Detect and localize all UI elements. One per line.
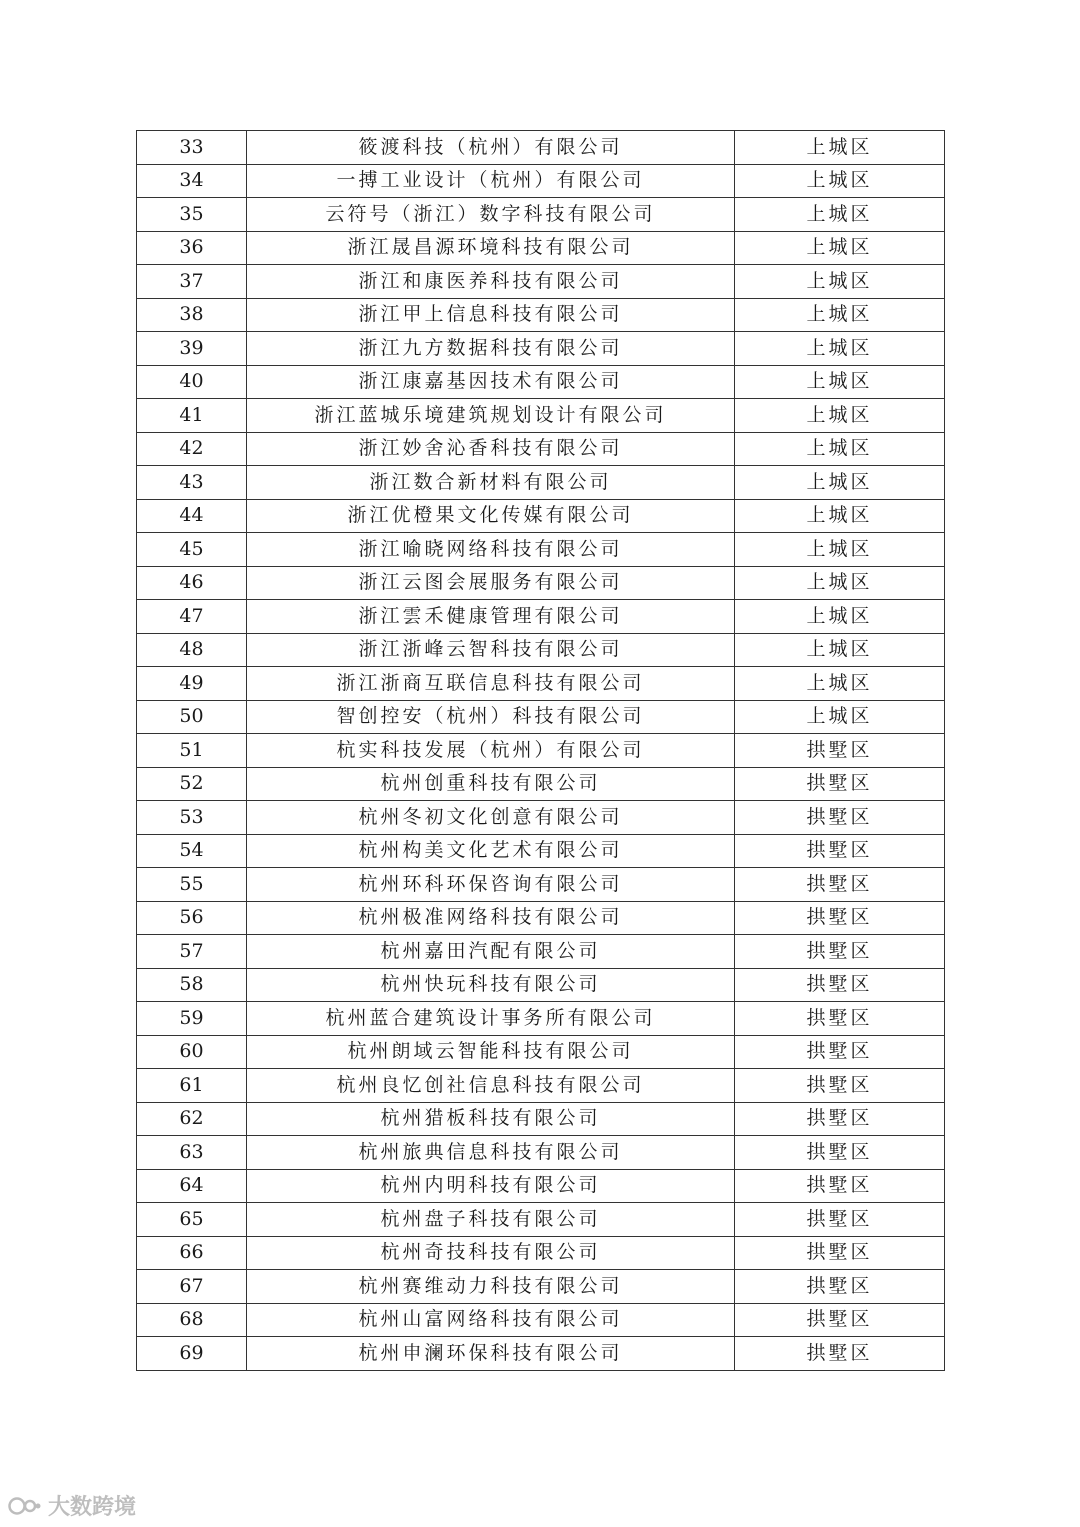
table-row: [137, 868, 945, 902]
table-row: [137, 298, 945, 332]
row-number-cell: 46: [137, 566, 247, 600]
company-name-cell: 杭州极准网络科技有限公司: [247, 901, 735, 935]
district-cell: 上城区: [735, 566, 945, 600]
district-cell: 上城区: [735, 533, 945, 567]
row-number-cell: 36: [137, 231, 247, 265]
row-number-cell: 33: [137, 131, 247, 165]
district-cell: 拱墅区: [735, 1169, 945, 1203]
row-number-cell: 67: [137, 1270, 247, 1304]
table-row: [137, 1337, 945, 1371]
district-cell: 拱墅区: [735, 1136, 945, 1170]
table-row: [137, 1169, 945, 1203]
company-name-cell: 浙江云图会展服务有限公司: [247, 566, 735, 600]
table-row: [137, 1069, 945, 1103]
row-number-cell: 43: [137, 466, 247, 500]
company-name-cell: 浙江晟昌源环境科技有限公司: [247, 231, 735, 265]
district-cell: 拱墅区: [735, 1203, 945, 1237]
table-row: [137, 1303, 945, 1337]
table-row: [137, 365, 945, 399]
district-cell: 上城区: [735, 667, 945, 701]
company-name-cell: 杭州冬初文化创意有限公司: [247, 801, 735, 835]
row-number-cell: 58: [137, 968, 247, 1002]
district-cell: 拱墅区: [735, 868, 945, 902]
row-number-cell: 44: [137, 499, 247, 533]
row-number-cell: 51: [137, 734, 247, 768]
table-row: [137, 1136, 945, 1170]
table-row: [137, 1236, 945, 1270]
company-name-cell: 杭州旅典信息科技有限公司: [247, 1136, 735, 1170]
table-row: [137, 1102, 945, 1136]
table-row: [137, 399, 945, 433]
district-cell: 上城区: [735, 600, 945, 634]
district-cell: 拱墅区: [735, 834, 945, 868]
district-cell: 上城区: [735, 399, 945, 433]
row-number-cell: 69: [137, 1337, 247, 1371]
watermark-text: 大数跨境: [48, 1495, 137, 1520]
company-name-cell: 浙江雲禾健康管理有限公司: [247, 600, 735, 634]
company-name-cell: 杭州创重科技有限公司: [247, 767, 735, 801]
table-row: [137, 231, 945, 265]
row-number-cell: 56: [137, 901, 247, 935]
row-number-cell: 41: [137, 399, 247, 433]
table-row: [137, 600, 945, 634]
row-number-cell: 37: [137, 265, 247, 299]
district-cell: 拱墅区: [735, 968, 945, 1002]
district-cell: 拱墅区: [735, 1002, 945, 1036]
row-number-cell: 66: [137, 1236, 247, 1270]
row-number-cell: 48: [137, 633, 247, 667]
table-row: [137, 734, 945, 768]
company-name-cell: 杭州良忆创社信息科技有限公司: [247, 1069, 735, 1103]
row-number-cell: 61: [137, 1069, 247, 1103]
district-cell: 上城区: [735, 700, 945, 734]
row-number-cell: 59: [137, 1002, 247, 1036]
table-row: [137, 1035, 945, 1069]
row-number-cell: 35: [137, 198, 247, 232]
district-cell: 上城区: [735, 231, 945, 265]
row-number-cell: 54: [137, 834, 247, 868]
row-number-cell: 42: [137, 432, 247, 466]
row-number-cell: 55: [137, 868, 247, 902]
company-name-cell: 浙江康嘉基因技术有限公司: [247, 365, 735, 399]
company-name-cell: 杭州快玩科技有限公司: [247, 968, 735, 1002]
company-name-cell: 杭州嘉田汽配有限公司: [247, 935, 735, 969]
company-name-cell: 杭州赛维动力科技有限公司: [247, 1270, 735, 1304]
district-cell: 拱墅区: [735, 935, 945, 969]
district-cell: 上城区: [735, 432, 945, 466]
district-cell: 上城区: [735, 332, 945, 366]
company-name-cell: 杭州奇技科技有限公司: [247, 1236, 735, 1270]
company-name-cell: 筱渡科技（杭州）有限公司: [247, 131, 735, 165]
district-cell: 拱墅区: [735, 1337, 945, 1371]
table-row: [137, 767, 945, 801]
row-number-cell: 63: [137, 1136, 247, 1170]
company-name-cell: 杭实科技发展（杭州）有限公司: [247, 734, 735, 768]
district-cell: 拱墅区: [735, 1035, 945, 1069]
table-row: [137, 801, 945, 835]
company-name-cell: 杭州构美文化艺术有限公司: [247, 834, 735, 868]
table-row: [137, 432, 945, 466]
district-cell: 上城区: [735, 265, 945, 299]
company-table: [136, 130, 945, 1371]
company-name-cell: 浙江和康医养科技有限公司: [247, 265, 735, 299]
company-name-cell: 云符号（浙江）数字科技有限公司: [247, 198, 735, 232]
dashu-logo-icon: [8, 1495, 42, 1517]
row-number-cell: 45: [137, 533, 247, 567]
district-cell: 拱墅区: [735, 1069, 945, 1103]
company-name-cell: 一搏工业设计（杭州）有限公司: [247, 164, 735, 198]
row-number-cell: 49: [137, 667, 247, 701]
table-row: [137, 198, 945, 232]
district-cell: 上城区: [735, 365, 945, 399]
district-cell: 拱墅区: [735, 1303, 945, 1337]
company-name-cell: 浙江蓝城乐境建筑规划设计有限公司: [247, 399, 735, 433]
district-cell: 拱墅区: [735, 801, 945, 835]
table-row: [137, 700, 945, 734]
district-cell: 上城区: [735, 198, 945, 232]
table-row: [137, 935, 945, 969]
company-name-cell: 浙江浙商互联信息科技有限公司: [247, 667, 735, 701]
company-name-cell: 浙江数合新材料有限公司: [247, 466, 735, 500]
company-name-cell: 杭州申澜环保科技有限公司: [247, 1337, 735, 1371]
table-row: [137, 265, 945, 299]
company-name-cell: 杭州猎板科技有限公司: [247, 1102, 735, 1136]
company-name-cell: 浙江甲上信息科技有限公司: [247, 298, 735, 332]
district-cell: 上城区: [735, 499, 945, 533]
table-row: [137, 566, 945, 600]
company-name-cell: 杭州盘子科技有限公司: [247, 1203, 735, 1237]
company-name-cell: 杭州蓝合建筑设计事务所有限公司: [247, 1002, 735, 1036]
table-row: [137, 667, 945, 701]
company-name-cell: 浙江妙舍沁香科技有限公司: [247, 432, 735, 466]
district-cell: 拱墅区: [735, 1102, 945, 1136]
district-cell: 拱墅区: [735, 1270, 945, 1304]
district-cell: 上城区: [735, 633, 945, 667]
row-number-cell: 34: [137, 164, 247, 198]
table-row: [137, 1203, 945, 1237]
company-name-cell: 浙江喻晓网络科技有限公司: [247, 533, 735, 567]
table-row: [137, 164, 945, 198]
company-name-cell: 杭州环科环保咨询有限公司: [247, 868, 735, 902]
row-number-cell: 39: [137, 332, 247, 366]
company-name-cell: 浙江浙峰云智科技有限公司: [247, 633, 735, 667]
district-cell: 上城区: [735, 466, 945, 500]
district-cell: 上城区: [735, 298, 945, 332]
district-cell: 上城区: [735, 131, 945, 165]
row-number-cell: 38: [137, 298, 247, 332]
company-name-cell: 浙江优橙果文化传媒有限公司: [247, 499, 735, 533]
watermark: [8, 1490, 136, 1521]
table-row: [137, 533, 945, 567]
row-number-cell: 40: [137, 365, 247, 399]
district-cell: 拱墅区: [735, 734, 945, 768]
row-number-cell: 50: [137, 700, 247, 734]
table-row: [137, 332, 945, 366]
table-row: [137, 633, 945, 667]
company-name-cell: 杭州内明科技有限公司: [247, 1169, 735, 1203]
row-number-cell: 65: [137, 1203, 247, 1237]
district-cell: 拱墅区: [735, 1236, 945, 1270]
row-number-cell: 60: [137, 1035, 247, 1069]
company-name-cell: 浙江九方数据科技有限公司: [247, 332, 735, 366]
row-number-cell: 62: [137, 1102, 247, 1136]
company-name-cell: 杭州朗域云智能科技有限公司: [247, 1035, 735, 1069]
district-cell: 拱墅区: [735, 901, 945, 935]
district-cell: 上城区: [735, 164, 945, 198]
table-row: [137, 901, 945, 935]
row-number-cell: 68: [137, 1303, 247, 1337]
table-row: [137, 968, 945, 1002]
company-table-body: [137, 131, 945, 1371]
table-row: [137, 834, 945, 868]
table-row: [137, 131, 945, 165]
table-row: [137, 1270, 945, 1304]
row-number-cell: 57: [137, 935, 247, 969]
table-row: [137, 499, 945, 533]
company-name-cell: 智创控安（杭州）科技有限公司: [247, 700, 735, 734]
row-number-cell: 47: [137, 600, 247, 634]
company-name-cell: 杭州山富网络科技有限公司: [247, 1303, 735, 1337]
row-number-cell: 52: [137, 767, 247, 801]
district-cell: 拱墅区: [735, 767, 945, 801]
row-number-cell: 53: [137, 801, 247, 835]
table-row: [137, 466, 945, 500]
row-number-cell: 64: [137, 1169, 247, 1203]
table-row: [137, 1002, 945, 1036]
